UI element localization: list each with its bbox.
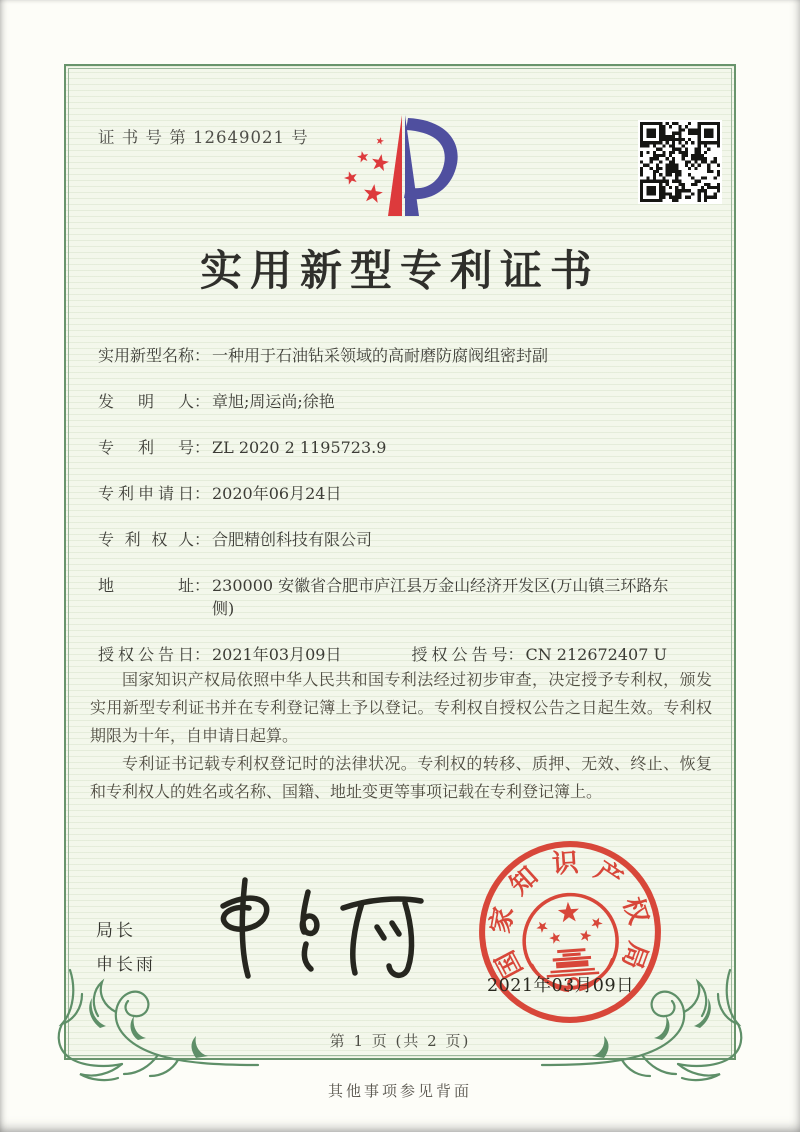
field-label: 发明人 bbox=[98, 392, 194, 411]
cnipa-logo-graphic bbox=[336, 110, 476, 225]
back-side-note: 其他事项参见背面 bbox=[327, 1082, 472, 1100]
field-colon: ： bbox=[194, 484, 211, 503]
field-label: 专利权人 bbox=[98, 530, 194, 549]
commissioner-title: 局长 bbox=[96, 921, 136, 941]
certificate-number: 证 书 号 第 12649021 号 bbox=[98, 128, 309, 147]
field-colon: ： bbox=[194, 645, 211, 664]
qr-code-icon bbox=[638, 120, 722, 204]
field-colon: ： bbox=[194, 438, 211, 457]
field-patent-number bbox=[98, 436, 678, 459]
commissioner-name: 申长雨 bbox=[96, 955, 156, 975]
field-value: 230000 安徽省合肥市庐江县万金山经济开发区(万山镇三环路东侧) bbox=[212, 576, 669, 618]
grant-date-pair bbox=[98, 643, 341, 666]
field-grant-row bbox=[98, 643, 678, 666]
legal-statement bbox=[90, 666, 712, 806]
field-value: 一种用于石油钻采领域的高耐磨防腐阀组密封副 bbox=[212, 346, 549, 365]
field-colon: ： bbox=[194, 392, 211, 411]
field-value: ZL 2020 2 1195723.9 bbox=[212, 438, 387, 457]
certificate-title: 实用新型专利证书 bbox=[199, 246, 600, 295]
field-colon: ： bbox=[194, 530, 211, 549]
field-filing-date bbox=[98, 482, 678, 505]
page-number: 第 1 页 (共 2 页) bbox=[329, 1032, 471, 1050]
field-utility-model-name bbox=[98, 344, 678, 367]
seal-date: 2021年03月09日 bbox=[487, 976, 635, 996]
seal-char: 国 bbox=[489, 945, 530, 984]
field-value: 合肥精创科技有限公司 bbox=[212, 530, 373, 549]
field-patentee bbox=[98, 528, 678, 551]
seal-char: 局 bbox=[615, 937, 654, 974]
grant-number-pair bbox=[411, 643, 667, 666]
field-label: 授权公告日 bbox=[98, 645, 194, 664]
corner-flourish-left-icon bbox=[46, 966, 261, 1088]
field-colon: ： bbox=[507, 645, 524, 664]
flourish-graphic bbox=[46, 966, 261, 1088]
field-label: 地址 bbox=[98, 576, 194, 595]
legal-paragraph-2: 专利证书记载专利权登记时的法律状况。专利权的转移、质押、无效、终止、恢复和专利权人的姓名或名称、国籍、地址变更等事项记载在专利登记簿上。 bbox=[90, 754, 712, 801]
field-value: CN 212672407 U bbox=[525, 645, 667, 664]
field-label: 专利号 bbox=[98, 438, 194, 457]
field-label: 实用新型名称 bbox=[98, 346, 195, 365]
field-label: 专利申请日 bbox=[98, 484, 194, 503]
seal-char: 识 bbox=[551, 847, 580, 880]
seal-char: 知 bbox=[503, 860, 545, 902]
qr-code-pattern bbox=[640, 122, 720, 202]
field-value: 章旭;周运尚;徐艳 bbox=[212, 392, 335, 411]
legal-paragraph-1: 国家知识产权局依照中华人民共和国专利法经过初步审查，决定授予专利权，颁发实用新型专利证书并在专利登记簿上予以登记。专利权自授权公告之日起生效。专利权期限为十年，自申请日起算。 bbox=[90, 670, 712, 745]
seal-char: 产 bbox=[588, 854, 629, 896]
seal-char: 家 bbox=[484, 904, 520, 936]
cnipa-logo-icon bbox=[336, 110, 476, 225]
seal-char: 权 bbox=[616, 893, 655, 929]
field-inventors bbox=[98, 390, 678, 413]
field-colon: ： bbox=[194, 576, 211, 595]
field-label: 授权公告号 bbox=[411, 645, 508, 664]
field-value: 2021年03月09日 bbox=[212, 645, 342, 664]
field-address bbox=[98, 574, 678, 620]
field-value: 2020年06月24日 bbox=[212, 484, 342, 503]
certificate-fields bbox=[98, 344, 678, 666]
field-colon: ： bbox=[194, 346, 211, 365]
